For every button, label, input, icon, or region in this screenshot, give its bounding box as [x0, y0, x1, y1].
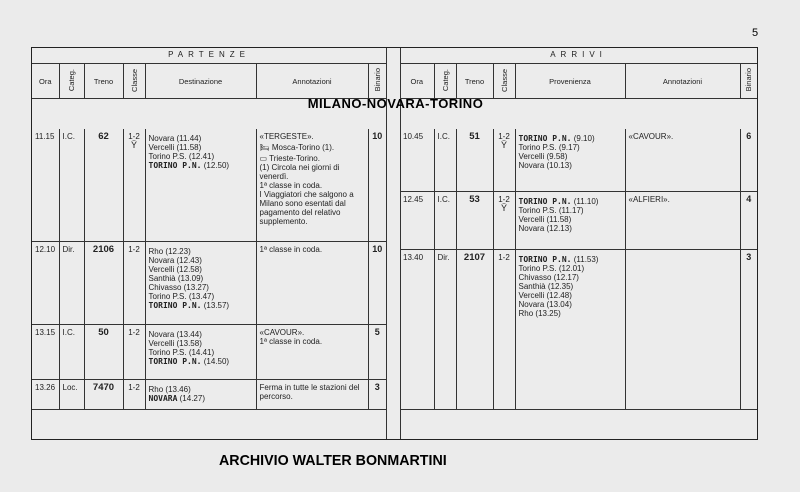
- note: (1) Circola nei giorni di venerdì.: [259, 163, 340, 181]
- note: «TERGESTE».: [259, 132, 314, 141]
- notes-cell: [625, 249, 740, 409]
- category: Dir.: [434, 249, 456, 409]
- final-station: TORINO P.N.: [148, 161, 202, 170]
- archive-watermark: ARCHIVIO WALTER BONMARTINI: [218, 452, 447, 469]
- stop: Rho (13.46): [148, 384, 191, 394]
- time: 13.15: [32, 324, 59, 379]
- stop: Santhià (13.09): [148, 273, 204, 283]
- class: 1-2: [128, 132, 140, 141]
- final-station: TORINO P.N.: [148, 300, 202, 310]
- train-row: [400, 191, 757, 249]
- origin-station: TORINO P.N.: [518, 196, 572, 206]
- platform: 6: [740, 129, 757, 191]
- stops-cell: [145, 129, 256, 241]
- train-row: [32, 129, 386, 241]
- stop: Novara (12.13): [518, 223, 572, 233]
- notes-cell: [256, 379, 368, 409]
- time: 12.45: [400, 191, 434, 249]
- stop: Vercelli (11.58): [148, 143, 202, 152]
- class: 1-2: [498, 252, 510, 262]
- note: 1ª classe in coda.: [259, 244, 323, 254]
- column-header: Classe: [123, 64, 145, 99]
- origin-station: TORINO P.N.: [518, 134, 572, 143]
- class: 1-2: [128, 327, 140, 337]
- column-header: Annotazioni: [625, 64, 740, 99]
- time: 12.10: [32, 241, 59, 324]
- category: Loc.: [59, 379, 84, 409]
- departures-table: [32, 48, 386, 416]
- platform: 4: [740, 191, 757, 249]
- column-header: Provenienza: [515, 64, 625, 99]
- category: I.C.: [59, 129, 84, 241]
- stops-cell: [515, 129, 625, 191]
- column-header: Treno: [84, 64, 123, 99]
- origin-time: (9.10): [573, 134, 595, 143]
- note: «CAVOUR».: [628, 132, 674, 141]
- platform: 10: [368, 241, 386, 324]
- column-header: Ora: [400, 64, 434, 99]
- stop: Santhià (12.35): [518, 281, 574, 291]
- final-time: (12.50): [203, 161, 230, 170]
- stop: Vercelli (11.58): [518, 214, 572, 224]
- stop: Vercelli (12.58): [148, 264, 202, 274]
- train-row: [400, 129, 757, 191]
- stop: Chivasso (12.17): [518, 272, 579, 282]
- column-header: Binario: [740, 64, 757, 99]
- train-number: 51: [456, 129, 493, 191]
- stop: Chivasso (13.27): [148, 282, 209, 292]
- stops-cell: [145, 324, 256, 379]
- class: 1-2: [128, 244, 140, 254]
- train-row: [400, 249, 757, 409]
- timetable-frame: [31, 47, 758, 440]
- platform: 5: [368, 324, 386, 379]
- column-header: Binario: [368, 64, 386, 99]
- class: 1-2: [498, 194, 510, 204]
- stop: Novara (13.44): [148, 329, 202, 339]
- train-number: 50: [84, 324, 123, 379]
- notes-cell: [256, 324, 368, 379]
- time: 13.40: [400, 249, 434, 409]
- stop: Rho (13.25): [518, 308, 561, 318]
- notes-cell: [625, 129, 740, 191]
- train-number: 62: [84, 129, 123, 241]
- stop: Torino P.S. (12.01): [518, 263, 585, 273]
- train-row: [32, 241, 386, 324]
- final-station: NOVARA: [148, 393, 178, 403]
- note: 1ª classe in coda.: [259, 181, 323, 190]
- column-header: Categ.: [434, 64, 456, 99]
- restaurant-car-icon: Ÿ: [130, 140, 137, 150]
- note: ▭ Trieste-Torino.: [259, 154, 320, 163]
- note: I Viaggiatori che salgono a Milano sono esentati dal pagamento del relativo supplemento.: [259, 190, 354, 226]
- stop: Torino P.S. (12.41): [148, 152, 215, 161]
- origin-time: (11.10): [573, 196, 599, 206]
- section-label: PARTENZE: [32, 48, 386, 64]
- train-number: 2106: [84, 241, 123, 324]
- stop: Torino P.S. (13.47): [148, 291, 215, 301]
- stop: Vercelli (12.48): [518, 290, 572, 300]
- stop: Vercelli (13.58): [148, 338, 202, 348]
- time: 10.45: [400, 129, 434, 191]
- route-title: MILANO-NOVARA-TORINO: [307, 96, 484, 111]
- stop: Novara (12.43): [148, 255, 202, 265]
- restaurant-car-icon: Ÿ: [500, 140, 507, 150]
- section-label: ARRIVI: [400, 48, 757, 64]
- column-header: Ora: [32, 64, 59, 99]
- category: I.C.: [59, 324, 84, 379]
- stops-cell: [145, 241, 256, 324]
- platform: 3: [368, 379, 386, 409]
- notes-cell: [256, 129, 368, 241]
- stop: Novara (11.44): [148, 134, 202, 143]
- note: 1ª classe in coda.: [259, 336, 323, 346]
- class: 1-2: [128, 382, 140, 392]
- column-header: Destinazione: [145, 64, 256, 99]
- column-header: Annotazioni: [256, 64, 368, 99]
- notes-cell: [625, 191, 740, 249]
- stop: Vercelli (9.58): [518, 152, 568, 161]
- note: «ALFIERI».: [628, 194, 670, 204]
- category: I.C.: [434, 129, 456, 191]
- column-header: Treno: [456, 64, 493, 99]
- train-row: [32, 379, 386, 409]
- stop: Novara (13.04): [518, 299, 572, 309]
- time: 13.26: [32, 379, 59, 409]
- origin-time: (11.53): [573, 254, 599, 264]
- train-number: 2107: [456, 249, 493, 409]
- stops-cell: [515, 191, 625, 249]
- stops-cell: [145, 379, 256, 409]
- platform: 10: [368, 129, 386, 241]
- final-station: TORINO P.N.: [148, 356, 202, 366]
- origin-station: TORINO P.N.: [518, 254, 572, 264]
- stop: Torino P.S. (11.17): [518, 205, 584, 215]
- column-header: Categ.: [59, 64, 84, 99]
- stop: Rho (12.23): [148, 246, 191, 256]
- stops-cell: [515, 249, 625, 409]
- final-time: (14.50): [203, 356, 230, 366]
- stop: Torino P.S. (14.41): [148, 347, 215, 357]
- category: I.C.: [434, 191, 456, 249]
- train-row: [32, 324, 386, 379]
- stop: Novara (10.13): [518, 161, 572, 170]
- note: Ferma in tutte le stazioni del percorso.: [259, 382, 360, 401]
- restaurant-car-icon: Ÿ: [500, 202, 507, 213]
- arrivals-table: [400, 48, 757, 416]
- column-header: Classe: [493, 64, 515, 99]
- time: 11.15: [32, 129, 59, 241]
- stop: Torino P.S. (9.17): [518, 143, 580, 152]
- notes-cell: [256, 241, 368, 324]
- train-number: 53: [456, 191, 493, 249]
- category: Dir.: [59, 241, 84, 324]
- platform: 3: [740, 249, 757, 409]
- train-number: 7470: [84, 379, 123, 409]
- note: «CAVOUR».: [259, 327, 305, 337]
- final-time: (14.27): [179, 393, 205, 403]
- page-number: 5: [752, 27, 759, 39]
- class: 1-2: [498, 132, 510, 141]
- note: 🛏 Mosca-Torino (1).: [259, 143, 335, 152]
- final-time: (13.57): [203, 300, 230, 310]
